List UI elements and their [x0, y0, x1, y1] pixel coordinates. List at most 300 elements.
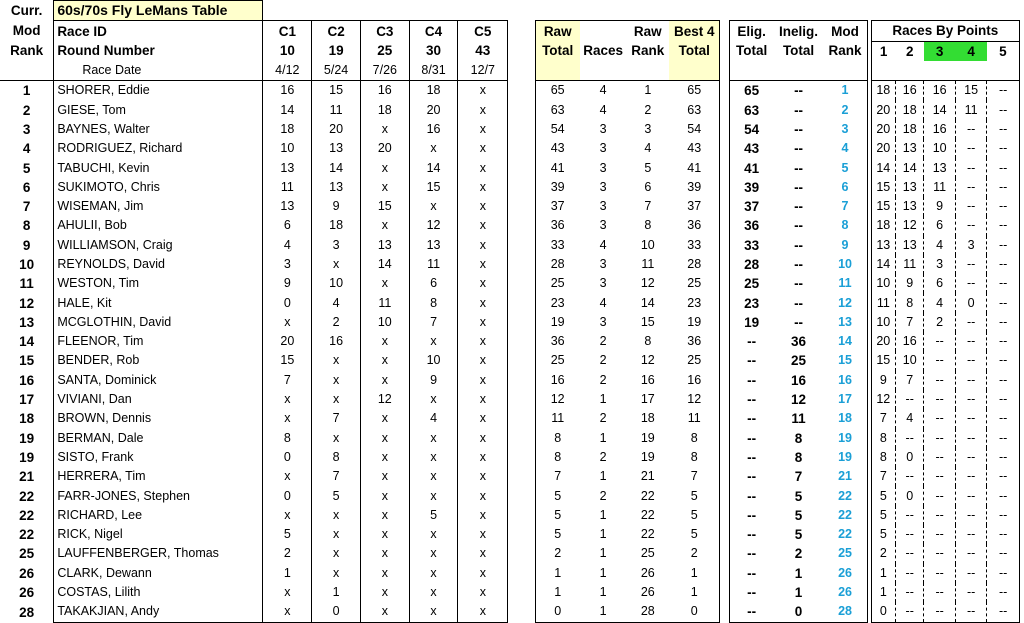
rank-cell: 10	[19, 257, 35, 272]
race-score-c5: x	[458, 216, 508, 235]
driver-name: BROWN, Dennis	[54, 409, 263, 428]
race-score-c4: 13	[409, 236, 458, 255]
table-row	[0, 313, 1020, 332]
best4-total: 25	[669, 274, 720, 293]
curr-label: Curr.	[10, 3, 43, 19]
points-cell-5: --	[987, 564, 1020, 583]
col-c5: C5	[458, 21, 508, 41]
driver-name: SUKIMOTO, Chris	[54, 178, 263, 197]
race-score-c3: x	[360, 564, 409, 583]
race-score-c5: x	[458, 525, 508, 544]
points-cell-2: 13	[896, 178, 924, 197]
raw-total: 8	[535, 429, 580, 448]
race-score-c3: 13	[360, 236, 409, 255]
race-score-c1: x	[263, 313, 312, 332]
race-score-c2: 8	[312, 448, 361, 467]
race-score-c4: x	[409, 139, 458, 158]
best4-label-1: Best 4	[669, 21, 720, 41]
header-row-2	[0, 21, 1020, 41]
best4-total: 36	[669, 216, 720, 235]
races-count: 3	[599, 199, 607, 214]
points-cell-2: 8	[896, 293, 924, 312]
table-row	[0, 390, 1020, 409]
best4-total: 12	[669, 390, 720, 409]
mod-rank: 22	[823, 486, 867, 505]
header-row-3	[0, 41, 1020, 61]
raw-rank: 18	[640, 411, 655, 426]
inelig-total: 8	[794, 430, 803, 446]
inelig-total: --	[794, 121, 804, 137]
points-cell-3: --	[924, 371, 955, 390]
raw-rank: 1	[644, 83, 652, 98]
date-c5: 12/7	[458, 61, 508, 81]
raw-rank: 12	[640, 276, 655, 291]
points-cell-1: 7	[871, 409, 895, 428]
points-cell-5: --	[987, 486, 1020, 505]
table-row	[0, 467, 1020, 486]
best4-total: 16	[669, 371, 720, 390]
race-score-c1: 20	[263, 332, 312, 351]
race-score-c3: 16	[360, 81, 409, 101]
race-score-c3: x	[360, 544, 409, 563]
rank-cell: 19	[19, 430, 35, 446]
driver-name: SHORER, Eddie	[54, 81, 263, 101]
race-score-c2: 0	[312, 602, 361, 622]
race-score-c4: 8	[409, 293, 458, 312]
driver-name: TABUCHI, Kevin	[54, 158, 263, 177]
mod-rank: 22	[823, 506, 867, 525]
points-cell-1: 15	[871, 178, 895, 197]
points-cell-5: --	[987, 293, 1020, 312]
points-cell-2: 16	[896, 332, 924, 351]
race-score-c2: 13	[312, 139, 361, 158]
best4-total: 5	[669, 525, 720, 544]
points-cell-5: --	[987, 390, 1020, 409]
table-row	[0, 544, 1020, 563]
points-3: 3	[924, 41, 955, 61]
raw-total: 36	[535, 332, 580, 351]
table-row	[0, 120, 1020, 139]
race-score-c5: x	[458, 313, 508, 332]
inelig-total: 25	[791, 353, 807, 369]
points-cell-2: --	[896, 390, 924, 409]
raw-rank-label-1: Raw	[626, 21, 669, 41]
race-score-c4: 6	[409, 274, 458, 293]
col-c3: C3	[360, 21, 409, 41]
inelig-total: 5	[794, 488, 803, 504]
mod-rank: 16	[823, 371, 867, 390]
points-cell-5: --	[987, 544, 1020, 563]
race-score-c4: 18	[409, 81, 458, 101]
points-cell-2: 9	[896, 274, 924, 293]
points-cell-2: --	[896, 467, 924, 486]
mod-rank: 26	[823, 583, 867, 602]
races-count: 3	[599, 121, 607, 136]
points-cell-2: 13	[896, 139, 924, 158]
race-score-c1: 13	[263, 158, 312, 177]
race-score-c1: 9	[263, 274, 312, 293]
mod-rank: 10	[823, 255, 867, 274]
elig-total: --	[729, 332, 774, 351]
race-score-c5: x	[458, 236, 508, 255]
points-cell-1: 5	[871, 486, 895, 505]
mod-rank: 3	[823, 120, 867, 139]
raw-rank-label-2: Rank	[631, 43, 665, 59]
elig-total: 43	[729, 139, 774, 158]
driver-name: CLARK, Dewann	[54, 564, 263, 583]
races-count: 1	[599, 469, 607, 484]
race-score-c1: x	[263, 506, 312, 525]
points-cell-2: 0	[896, 448, 924, 467]
race-score-c1: 6	[263, 216, 312, 235]
points-cell-4: --	[955, 178, 986, 197]
driver-name: BAYNES, Walter	[54, 120, 263, 139]
points-cell-2: 18	[896, 120, 924, 139]
raw-rank: 25	[640, 546, 655, 561]
col-c1: C1	[263, 21, 312, 41]
points-5: 5	[987, 41, 1020, 61]
rank-cell: 5	[22, 160, 31, 176]
race-score-c3: x	[360, 216, 409, 235]
points-cell-4: --	[955, 467, 986, 486]
inelig-label-2: Total	[782, 43, 815, 59]
inelig-total: --	[794, 237, 804, 253]
inelig-total: --	[794, 257, 804, 272]
races-count: 2	[599, 488, 607, 503]
raw-rank: 22	[640, 507, 655, 522]
best4-total: 1	[669, 564, 720, 583]
driver-name: BENDER, Rob	[54, 351, 263, 370]
races-count: 1	[599, 527, 607, 542]
raw-total: 7	[535, 467, 580, 486]
race-score-c5: x	[458, 255, 508, 274]
race-score-c3: x	[360, 429, 409, 448]
race-score-c1: 10	[263, 139, 312, 158]
points-cell-4: 0	[955, 293, 986, 312]
points-cell-4: --	[955, 313, 986, 332]
points-cell-3: 10	[924, 139, 955, 158]
rank-label: Rank	[10, 43, 44, 59]
races-count: 4	[599, 237, 607, 252]
points-cell-5: --	[987, 583, 1020, 602]
mod-rank: 13	[823, 313, 867, 332]
inelig-total: --	[794, 218, 804, 234]
mod-rank: 15	[823, 351, 867, 370]
elig-total: 54	[729, 120, 774, 139]
rank-cell: 22	[19, 527, 35, 543]
raw-total: 54	[535, 120, 580, 139]
table-row	[0, 197, 1020, 216]
inelig-total: 2	[794, 546, 803, 562]
race-score-c2: x	[312, 429, 361, 448]
points-cell-5: --	[987, 178, 1020, 197]
table-row	[0, 429, 1020, 448]
elig-total: 33	[729, 236, 774, 255]
race-score-c1: x	[263, 583, 312, 602]
points-cell-2: 7	[896, 371, 924, 390]
points-cell-3: 3	[924, 255, 955, 274]
rank-cell: 22	[19, 488, 35, 504]
rank-cell: 28	[19, 604, 35, 620]
table-row	[0, 486, 1020, 505]
races-count: 3	[599, 257, 607, 271]
race-score-c1: 0	[263, 448, 312, 467]
raw-rank: 8	[644, 218, 652, 233]
race-score-c3: x	[360, 467, 409, 486]
race-score-c4: x	[409, 390, 458, 409]
best4-total: 33	[669, 236, 720, 255]
raw-rank: 4	[644, 141, 652, 156]
points-cell-1: 0	[871, 602, 895, 622]
race-score-c4: x	[409, 583, 458, 602]
points-cell-4: --	[955, 216, 986, 235]
best4-total: 8	[669, 448, 720, 467]
points-cell-2: --	[896, 544, 924, 563]
races-count: 3	[599, 218, 607, 233]
raw-total: 1	[535, 564, 580, 583]
mod-rank: 21	[823, 467, 867, 486]
points-cell-1: 5	[871, 506, 895, 525]
standings-body	[0, 81, 1020, 622]
points-cell-1: 18	[871, 216, 895, 235]
race-score-c1: x	[263, 390, 312, 409]
best4-label-2: Total	[669, 41, 720, 61]
driver-name: REYNOLDS, David	[54, 255, 263, 274]
table-row	[0, 371, 1020, 390]
raw-rank: 19	[640, 430, 655, 445]
raw-total: 36	[535, 216, 580, 235]
points-cell-2: 12	[896, 216, 924, 235]
raw-total: 23	[535, 293, 580, 312]
races-count: 1	[599, 565, 607, 580]
mod-rank: 22	[823, 525, 867, 544]
table-row	[0, 293, 1020, 312]
race-score-c3: 14	[360, 255, 409, 274]
points-cell-1: 8	[871, 448, 895, 467]
points-cell-5: --	[987, 313, 1020, 332]
race-score-c1: x	[263, 602, 312, 622]
race-score-c1: 5	[263, 525, 312, 544]
inelig-total: --	[794, 179, 804, 195]
points-cell-4: --	[955, 564, 986, 583]
race-score-c2: x	[312, 564, 361, 583]
raw-rank: 3	[644, 121, 652, 136]
race-score-c2: 18	[312, 216, 361, 235]
best4-total: 36	[669, 332, 720, 351]
inelig-total: --	[794, 276, 804, 292]
mod-rank: 19	[823, 448, 867, 467]
race-score-c4: x	[409, 332, 458, 351]
points-cell-1: 9	[871, 371, 895, 390]
best4-total: 43	[669, 139, 720, 158]
elig-total: --	[729, 525, 774, 544]
race-score-c4: x	[409, 429, 458, 448]
rank-cell: 8	[22, 218, 31, 234]
driver-name: FLEENOR, Tim	[54, 332, 263, 351]
inelig-total: 5	[794, 527, 803, 543]
table-row	[0, 332, 1020, 351]
raw-rank: 16	[640, 372, 655, 387]
race-score-c4: 12	[409, 216, 458, 235]
race-score-c4: 16	[409, 120, 458, 139]
points-cell-3: --	[924, 544, 955, 563]
races-count: 2	[599, 334, 607, 349]
race-score-c5: x	[458, 197, 508, 216]
race-score-c2: 13	[312, 178, 361, 197]
race-score-c3: 10	[360, 313, 409, 332]
raw-rank: 11	[641, 257, 655, 271]
race-score-c3: x	[360, 448, 409, 467]
race-score-c5: x	[458, 351, 508, 370]
table-row	[0, 178, 1020, 197]
points-cell-3: 6	[924, 216, 955, 235]
best4-total: 2	[669, 544, 720, 563]
points-cell-5: --	[987, 236, 1020, 255]
races-count: 3	[599, 141, 607, 156]
points-cell-4: 15	[955, 81, 986, 101]
best4-total: 41	[669, 158, 720, 177]
col-c2: C2	[312, 21, 361, 41]
inelig-total: --	[794, 160, 804, 176]
race-score-c5: x	[458, 293, 508, 312]
race-score-c1: 0	[263, 293, 312, 312]
raw-total: 43	[535, 139, 580, 158]
elig-total: --	[729, 602, 774, 622]
race-score-c2: x	[312, 525, 361, 544]
points-cell-5: --	[987, 429, 1020, 448]
races-count: 1	[599, 507, 607, 522]
race-score-c5: x	[458, 139, 508, 158]
elig-total: --	[729, 409, 774, 428]
raw-total: 12	[535, 390, 580, 409]
mod-rank: 9	[823, 236, 867, 255]
race-score-c1: 16	[263, 81, 312, 101]
rank-cell: 25	[19, 546, 35, 562]
race-score-c4: 5	[409, 506, 458, 525]
inelig-total: --	[794, 83, 804, 99]
race-score-c2: 14	[312, 158, 361, 177]
race-score-c2: x	[312, 255, 361, 274]
rank-cell: 7	[22, 199, 31, 215]
points-cell-3: --	[924, 409, 955, 428]
rank-cell: 2	[22, 102, 31, 118]
inelig-total: 0	[774, 602, 824, 622]
points-cell-3: --	[924, 564, 955, 583]
elig-total: --	[729, 448, 774, 467]
best4-total: 0	[669, 602, 720, 622]
raw-total: 25	[535, 274, 580, 293]
race-score-c1: 4	[263, 236, 312, 255]
race-score-c1: 1	[263, 564, 312, 583]
race-score-c5: x	[458, 100, 508, 119]
points-cell-5: --	[987, 351, 1020, 370]
elig-total: --	[729, 506, 774, 525]
races-count: 4	[599, 102, 607, 117]
race-score-c3: x	[360, 351, 409, 370]
points-cell-3: --	[924, 486, 955, 505]
mod-rank: 26	[823, 564, 867, 583]
driver-name: BERMAN, Dale	[54, 429, 263, 448]
rank-cell: 16	[19, 372, 35, 388]
points-cell-5: --	[987, 100, 1020, 119]
race-score-c4: x	[409, 467, 458, 486]
points-cell-4: --	[955, 158, 986, 177]
raw-rank: 17	[640, 392, 655, 407]
raw-rank: 5	[644, 160, 652, 175]
points-cell-2: --	[896, 429, 924, 448]
races-count: 1	[599, 392, 607, 407]
raw-total: 39	[535, 178, 580, 197]
rank-cell: 21	[19, 469, 35, 485]
table-row	[0, 255, 1020, 274]
points-cell-3: --	[924, 583, 955, 602]
points-cell-5: --	[987, 371, 1020, 390]
elig-total: --	[729, 467, 774, 486]
raw-total: 63	[535, 100, 580, 119]
race-score-c1: x	[263, 467, 312, 486]
race-score-c4: x	[409, 602, 458, 622]
race-score-c3: x	[360, 525, 409, 544]
race-score-c2: x	[312, 544, 361, 563]
race-score-c2: x	[312, 506, 361, 525]
race-score-c3: x	[360, 583, 409, 602]
raw-total: 0	[535, 602, 580, 622]
race-score-c5: x	[458, 81, 508, 101]
col-c4: C4	[409, 21, 458, 41]
points-cell-3: 6	[924, 274, 955, 293]
raw-rank: 22	[640, 488, 655, 503]
raw-total: 16	[535, 371, 580, 390]
header-row-4	[0, 61, 1020, 81]
inelig-total: 16	[791, 372, 807, 388]
rank-cell: 1	[22, 83, 31, 99]
races-count: 1	[599, 430, 607, 445]
inelig-total: --	[794, 199, 804, 215]
rank-cell: 13	[19, 314, 35, 330]
points-4: 4	[955, 41, 986, 61]
points-cell-2: 18	[896, 100, 924, 119]
race-score-c5: x	[458, 506, 508, 525]
points-cell-5: --	[987, 467, 1020, 486]
points-cell-3: 16	[924, 120, 955, 139]
race-score-c5: x	[458, 448, 508, 467]
raw-rank: 6	[644, 179, 652, 194]
points-cell-3: --	[924, 467, 955, 486]
table-row	[0, 158, 1020, 177]
round-c2: 19	[312, 41, 361, 61]
driver-name: HERRERA, Tim	[54, 467, 263, 486]
points-cell-1: 18	[871, 81, 895, 101]
points-cell-5: --	[987, 274, 1020, 293]
race-date-label: Race Date	[54, 61, 263, 81]
race-score-c2: 15	[312, 81, 361, 101]
table-row	[0, 506, 1020, 525]
driver-name: RICK, Nigel	[54, 525, 263, 544]
race-score-c4: x	[409, 544, 458, 563]
rank-cell: 14	[19, 334, 35, 350]
race-score-c3: x	[360, 274, 409, 293]
race-score-c4: 7	[409, 313, 458, 332]
races-count: 3	[599, 179, 607, 194]
race-score-c3: 18	[360, 100, 409, 119]
raw-total: 5	[535, 525, 580, 544]
points-cell-5: --	[987, 139, 1020, 158]
best4-total: 11	[669, 409, 720, 428]
mod-rank: 19	[823, 429, 867, 448]
inelig-total: --	[794, 141, 804, 157]
points-cell-1: 1	[871, 583, 895, 602]
inelig-total: 1	[794, 565, 803, 581]
